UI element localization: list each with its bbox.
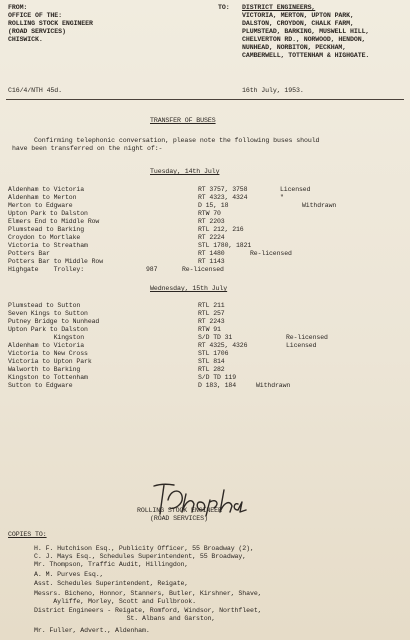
bus-cell: D 183, 184 bbox=[198, 382, 237, 389]
bus-cell: RT 2203 bbox=[198, 218, 225, 225]
to-line: DALSTON, CROYDON, CHALK FARM, bbox=[242, 20, 354, 27]
route-cell: Upton Park to Dalston bbox=[8, 326, 88, 333]
copy-recipient: District Engineers - Reigate, Romford, Windsor, Northfleet, bbox=[34, 607, 262, 614]
route-cell: Walworth to Barking bbox=[8, 366, 81, 373]
subject-heading: TRANSFER OF BUSES bbox=[150, 117, 216, 124]
route-cell: Plumstead to Sutton bbox=[8, 302, 81, 309]
route-cell: Potters Bar to Middle Row bbox=[8, 258, 104, 265]
reference-number: C16/4/NTH 45d. bbox=[8, 87, 62, 94]
bus-cell: RT 1480 bbox=[198, 250, 225, 257]
note-cell: Withdrawn bbox=[302, 202, 337, 209]
to-label: TO: bbox=[218, 4, 230, 11]
from-line: ROLLING STOCK ENGINEER bbox=[8, 20, 93, 27]
route-cell: Seven Kings to Sutton bbox=[8, 310, 88, 317]
copy-recipient: A. M. Purves Esq., bbox=[34, 571, 104, 578]
bus-cell: RTL 282 bbox=[198, 366, 225, 373]
from-line: OFFICE OF THE: bbox=[8, 12, 62, 19]
bus-cell: RTL 211 bbox=[198, 302, 225, 309]
copy-recipient: H. F. Hutchison Esq., Publicity Officer, 55 Broadway (2), bbox=[34, 545, 254, 552]
bus-cell: RT 1143 bbox=[198, 258, 225, 265]
note-cell: Re-licensed bbox=[250, 250, 292, 257]
note-cell: Licensed bbox=[280, 186, 311, 193]
to-line: CAMBERWELL, TOTTENHAM & HIGHGATE. bbox=[242, 52, 370, 59]
bus-cell: STL 1706 bbox=[198, 350, 229, 357]
copy-recipient: Mr. Fuller, Advert., Aldenham. bbox=[34, 627, 150, 634]
section-heading: Wednesday, 15th July bbox=[150, 285, 228, 292]
signatory-department: (ROAD SERVICES) bbox=[150, 515, 208, 522]
route-cell: Kingston bbox=[8, 334, 85, 341]
route-cell: Aldenham to Victoria bbox=[8, 342, 85, 349]
from-line: (ROAD SERVICES) bbox=[8, 28, 66, 35]
bus-cell: S/D TD 31 bbox=[198, 334, 233, 341]
to-line: DISTRICT ENGINEERS, bbox=[242, 4, 316, 11]
to-line: VICTORIA, MERTON, UPTON PARK, bbox=[242, 12, 354, 19]
note-cell: Re-licensed bbox=[182, 266, 224, 273]
note-cell: Withdrawn bbox=[256, 382, 291, 389]
route-cell: Victoria to Upton Park bbox=[8, 358, 92, 365]
route-cell: Merton to Edgware bbox=[8, 202, 73, 209]
copy-recipient: Mr. Thompson, Traffic Audit, Hillingdon, bbox=[34, 561, 189, 568]
bus-cell: RT 4323, 4324 bbox=[198, 194, 248, 201]
signatory-title: ROLLING STOCK ENGINEER bbox=[137, 507, 222, 514]
bus-cell: RTW 70 bbox=[198, 210, 221, 217]
copy-recipient: Ayliffe, Morley, Scott and Fullbrook. bbox=[34, 598, 196, 605]
header-divider bbox=[6, 99, 404, 100]
route-cell: Aldenham to Victoria bbox=[8, 186, 85, 193]
bus-cell: RTL 212, 216 bbox=[198, 226, 244, 233]
intro-text-line: Confirming telephonic conversation, please note the following buses should bbox=[34, 137, 320, 144]
note-cell: Licensed bbox=[286, 342, 317, 349]
route-cell: Sutton to Edgware bbox=[8, 382, 73, 389]
route-cell: Potters Bar bbox=[8, 250, 50, 257]
bus-cell: RTL 257 bbox=[198, 310, 225, 317]
route-cell: Elmers End to Middle Row bbox=[8, 218, 100, 225]
to-line: NUNHEAD, NORBITON, PECKHAM, bbox=[242, 44, 347, 51]
bus-cell: RT 2224 bbox=[198, 234, 225, 241]
bus-cell: RTW 91 bbox=[198, 326, 221, 333]
route-cell: Aldenham to Merton bbox=[8, 194, 77, 201]
bus-cell: RT 2243 bbox=[198, 318, 225, 325]
route-cell: Victoria to Streatham bbox=[8, 242, 88, 249]
route-cell: Upton Park to Dalston bbox=[8, 210, 88, 217]
to-line: CHELVERTON RD., NORWOOD, HENDON, bbox=[242, 36, 366, 43]
copies-label: COPIES TO: bbox=[8, 531, 47, 538]
bus-cell: 987 bbox=[146, 266, 158, 273]
route-cell: Croydon to Mortlake bbox=[8, 234, 81, 241]
bus-cell: D 15, 18 bbox=[198, 202, 229, 209]
intro-text-line: have been transferred on the night of:- bbox=[12, 145, 163, 152]
route-cell: Victoria to New Cross bbox=[8, 350, 88, 357]
to-line: PLUMSTEAD, BARKING, MUSWELL HILL, bbox=[242, 28, 370, 35]
bus-cell: STL 814 bbox=[198, 358, 225, 365]
bus-cell: S/D TD 119 bbox=[198, 374, 237, 381]
letter-date: 16th July, 1953. bbox=[242, 87, 304, 94]
route-cell: Plumstead to Barking bbox=[8, 226, 85, 233]
copy-recipient: Messrs. Bicheno, Honnor, Stanners, Butler, Kirshner, Shave, bbox=[34, 590, 262, 597]
note-cell: " bbox=[280, 194, 284, 201]
copy-recipient: C. J. Mays Esq., Schedules Superintendent, 55 Broadway, bbox=[34, 553, 247, 560]
copy-recipient: Asst. Schedules Superintendent, Reigate, bbox=[34, 580, 189, 587]
bus-cell: RT 3757, 3758 bbox=[198, 186, 248, 193]
section-heading: Tuesday, 14th July bbox=[150, 168, 220, 175]
note-cell: Re-licensed bbox=[286, 334, 328, 341]
from-line: FROM: bbox=[8, 4, 28, 11]
bus-cell: RT 4325, 4326 bbox=[198, 342, 248, 349]
route-cell: Highgate Trolley: bbox=[8, 266, 85, 273]
route-cell: Putney Bridge to Nunhead bbox=[8, 318, 100, 325]
bus-cell: STL 1780, 1821 bbox=[198, 242, 252, 249]
from-line: CHISWICK. bbox=[8, 36, 43, 43]
route-cell: Kingston to Tottenham bbox=[8, 374, 88, 381]
copy-recipient: St. Albans and Garston, bbox=[34, 615, 216, 622]
